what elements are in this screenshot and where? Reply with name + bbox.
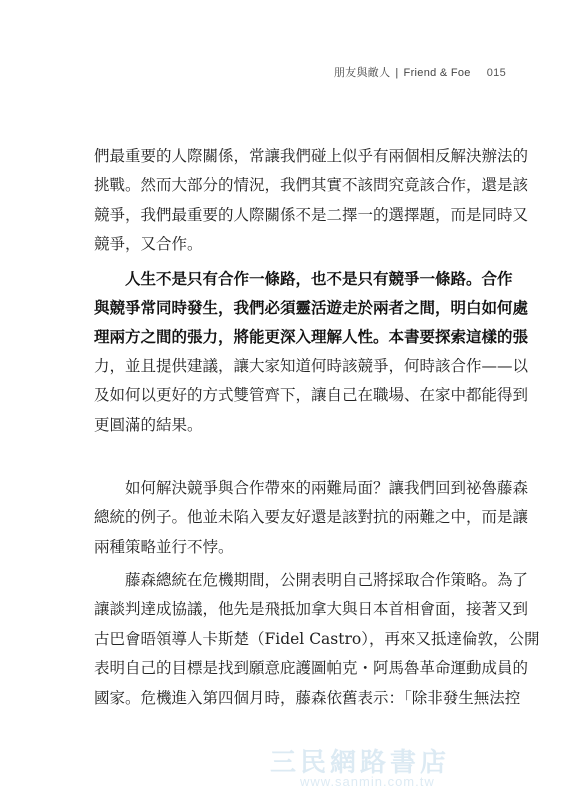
text-line: 讓談判達成協議，他先是飛抵加拿大與日本首相會面，接著又到 xyxy=(94,600,529,619)
text-line: 更圓滿的結果。 xyxy=(94,415,203,434)
header-separator: | xyxy=(395,67,399,79)
text-line: 表明自己的目標是找到願意庇護圖帕克・阿馬魯革命運動成員的 xyxy=(94,659,529,678)
paragraph-3 xyxy=(94,474,529,562)
paragraph-2-emphasis xyxy=(94,264,529,440)
watermark-url: www.sanmin.com.tw xyxy=(300,774,435,789)
text-line: 力，並且提供建議，讓大家知道何時該競爭，何時該合作——以 xyxy=(94,356,529,375)
text-line: 人生不是只有合作一條路，也不是只有競爭一條路。合作 xyxy=(125,268,513,288)
header-title-chinese: 朋友與敵人 xyxy=(333,67,391,79)
text-line: 競爭，又合作。 xyxy=(94,235,203,254)
text-line: 兩種策略並行不悖。 xyxy=(94,537,234,556)
text-line: 藤森總統在危機期間，公開表明自己將採取合作策略。為了 xyxy=(125,571,529,590)
text-line: 與競爭常同時發生，我們必須靈活遊走於兩者之間，明白如何處 xyxy=(94,297,529,317)
text-line: 如何解決競爭與合作帶來的兩難局面？讓我們回到祕魯藤森 xyxy=(125,478,529,497)
watermark-logo: 三民網路書店 xyxy=(270,747,451,777)
header-title-english: Friend & Foe xyxy=(403,67,471,79)
text-line: 總統的例子。他並未陷入要友好還是該對抗的兩難之中，而是讓 xyxy=(94,508,529,527)
body-text xyxy=(94,142,540,713)
paragraph-1 xyxy=(94,142,529,260)
text-line: 挑戰。然而大部分的情況，我們其實不該問究竟該合作，還是該 xyxy=(94,176,529,195)
text-line: 古巴會晤領導人卡斯楚（Fidel Castro），再來又抵達倫敦，公開 xyxy=(94,629,540,648)
running-header xyxy=(334,64,506,80)
text-line: 國家。危機進入第四個月時，藤森依舊表示：「除非發生無法控 xyxy=(94,688,521,707)
text-line: 及如何以更好的方式雙管齊下，讓自己在職場、在家中都能得到 xyxy=(94,386,529,405)
page-number: 015 xyxy=(486,67,506,79)
paragraph-4 xyxy=(94,566,540,713)
text-line: 們最重要的人際關係，常讓我們碰上似乎有兩個相反解決辦法的 xyxy=(94,147,529,165)
text-line: 理兩方之間的張力，將能更深入理解人性。本書要探索這樣的張 xyxy=(94,327,529,347)
text-line: 競爭，我們最重要的人際關係不是二擇一的選擇題，而是同時又 xyxy=(94,205,529,224)
